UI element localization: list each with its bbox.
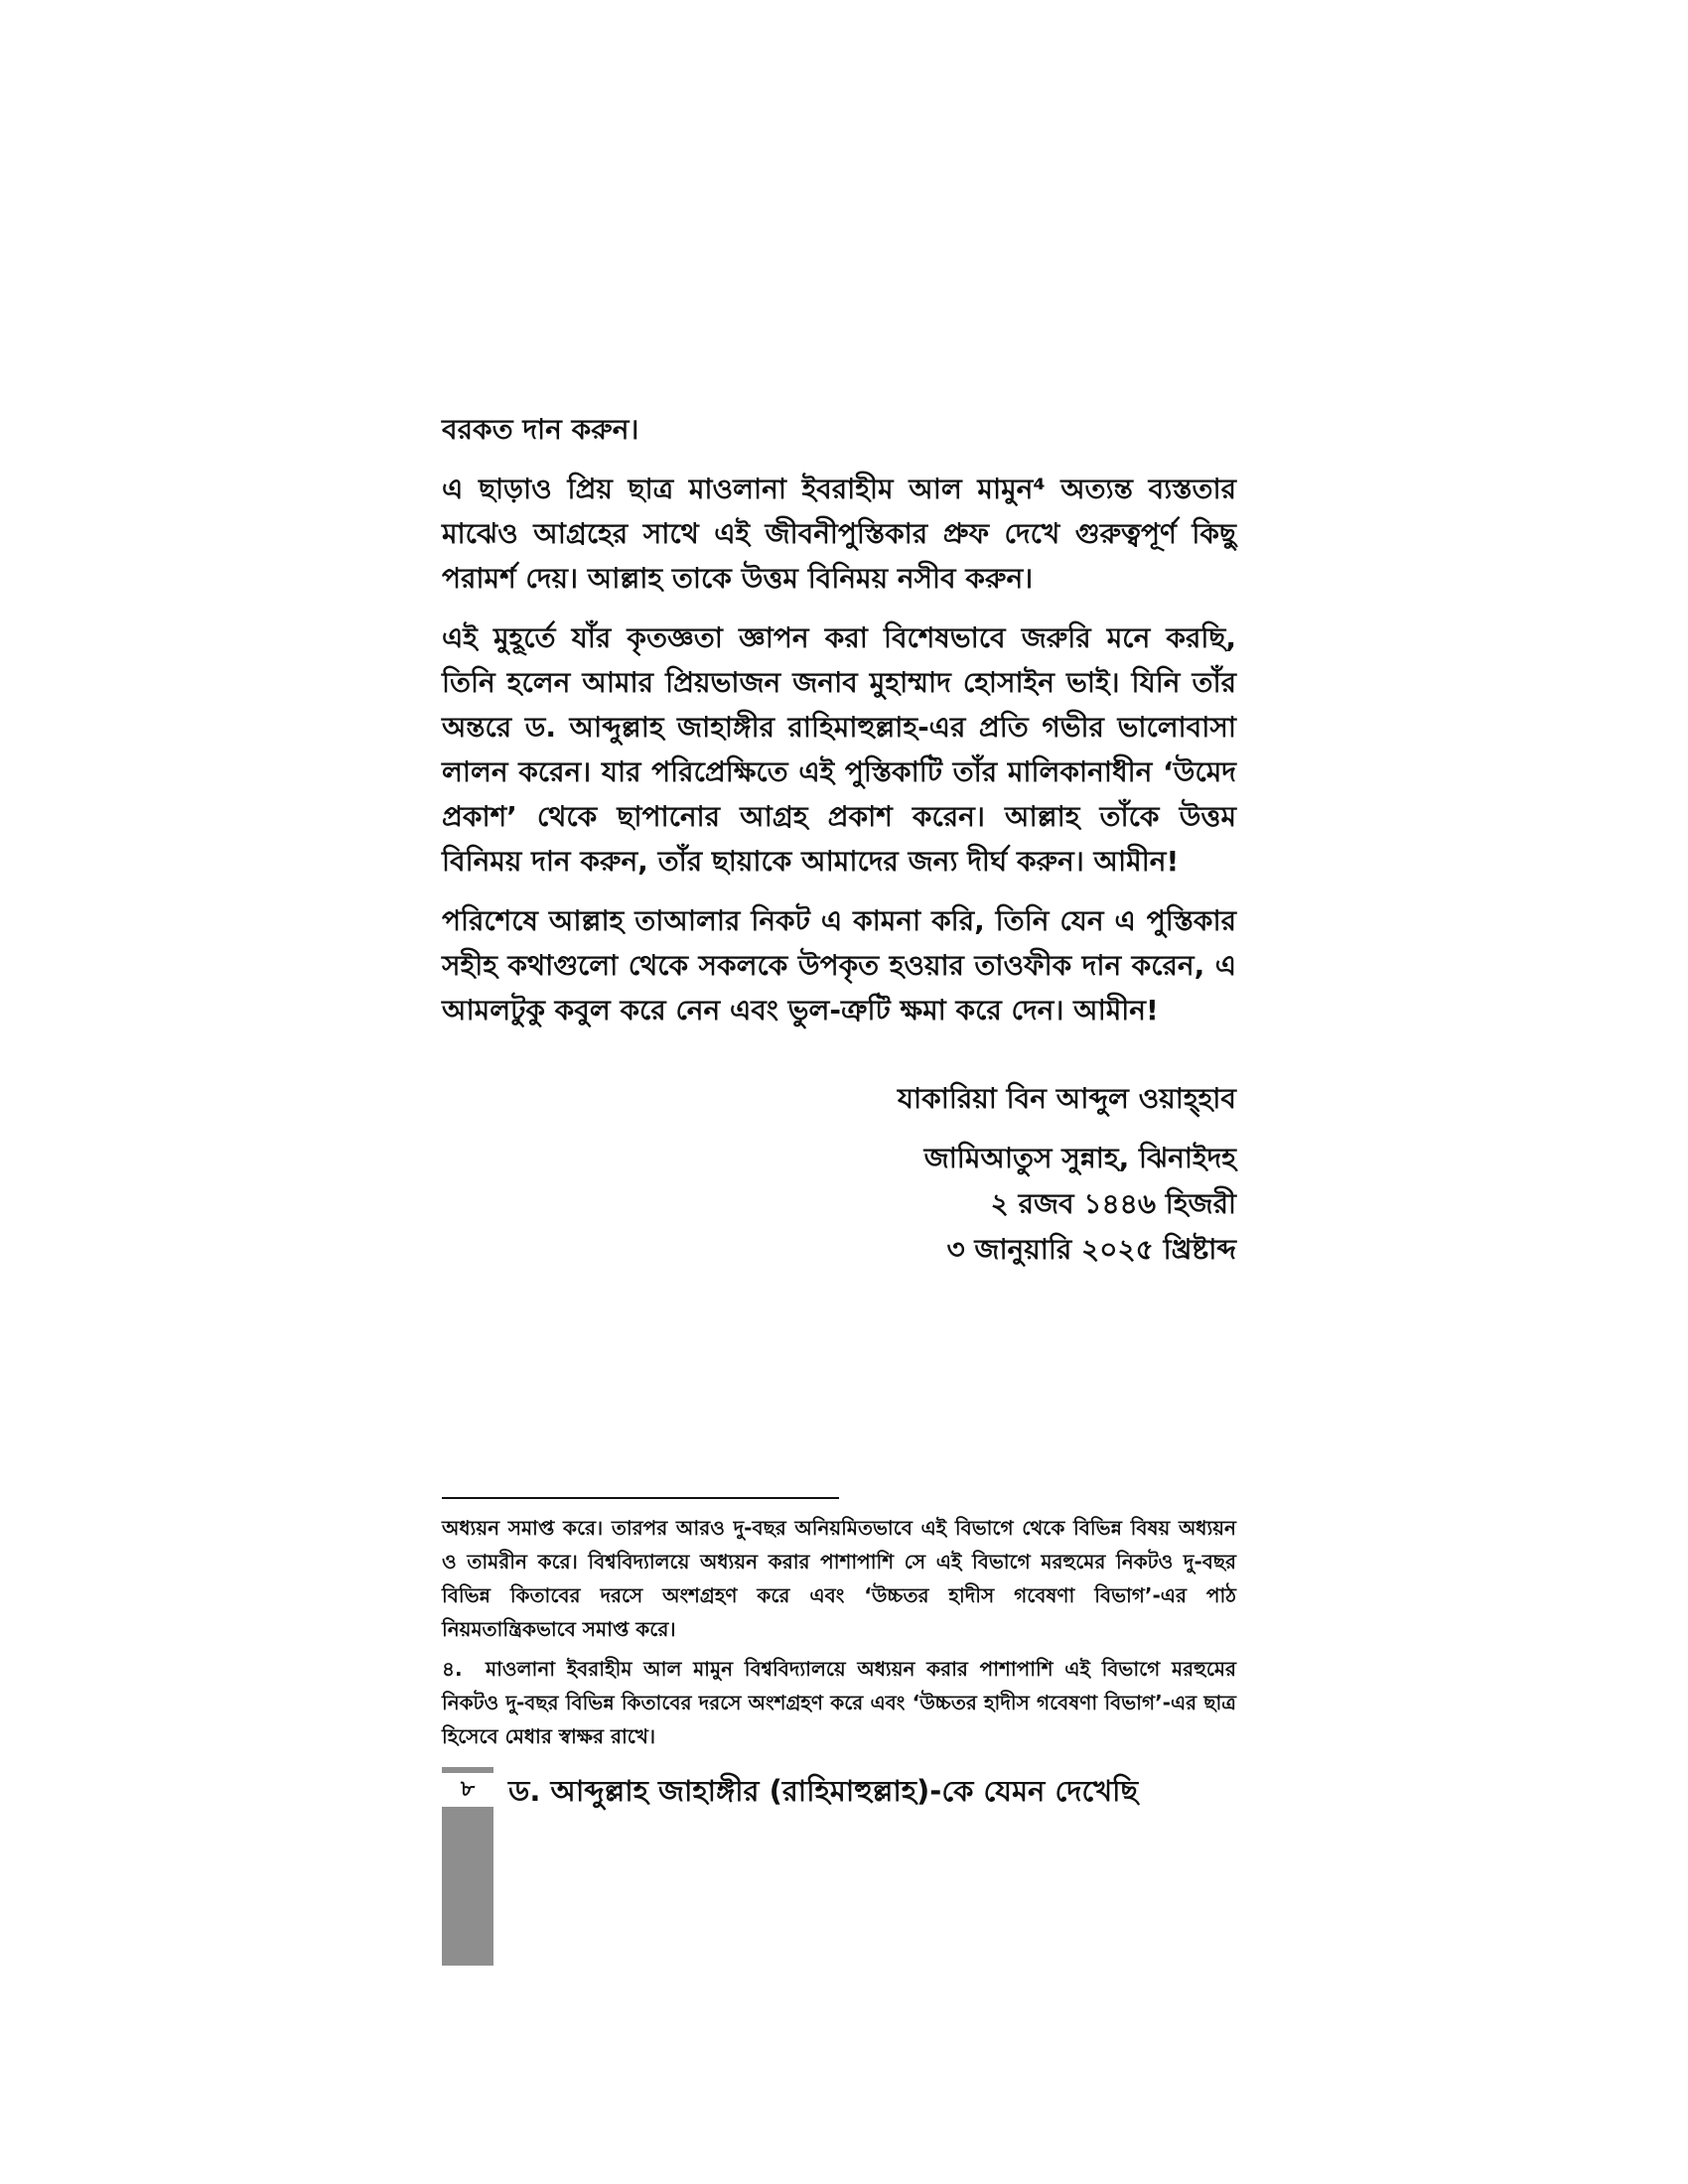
footnotes-section	[442, 1511, 1236, 1759]
author-name: যাকারিয়া বিন আব্দুল ওয়াহ্হাব	[897, 1082, 1236, 1115]
page-number: ৮	[442, 1767, 493, 1807]
footnote-text: মাওলানা ইবরাহীম আল মামুন বিশ্ববিদ্যালয়ে অধ্যয়ন করার পাশাপাশি এই বিভাগে মরহুমের নিকটও দু-বছর বিভিন্ন কিতাবের দরসে অংশগ্রহণ করে এবং ‘উচ্চতর হাদীস গবেষণা বিভাগ’-এর ছাত্র হিসেবে মেধার স্বাক্ষর রাখে।	[442, 1657, 1236, 1748]
gregorian-date: ৩ জানুয়ারি ২০২৫ খ্রিষ্টাব্দ	[946, 1233, 1236, 1266]
footnote-number: ৪.	[442, 1657, 463, 1681]
footnote-continued: অধ্যয়ন সমাপ্ত করে। তারপর আরও দু-বছর অনিয়মিতভাবে এই বিভাগে থেকে বিভিন্ন বিষয় অধ্যয়ন ও তামরীন করে। বিশ্ববিদ্যালয়ে অধ্যয়ন করার পাশাপাশি সে এই বিভাগে মরহুমের নিকটও দু-বছর বিভিন্ন কিতাবের দরসে অংশগ্রহণ করে এবং ‘উচ্চতর হাদীস গবেষণা বিভাগ’-এর পাঠ নিয়মতান্ত্রিকভাবে সমাপ্ত করে।	[442, 1516, 1236, 1641]
footnote-4	[442, 1652, 1236, 1753]
footnote-divider	[442, 1497, 839, 1499]
paragraph-continuation: বরকত দান করুন।	[442, 413, 639, 446]
author-institution: জামিআতুস সুন্নাহ, ঝিনাইদহ	[923, 1142, 1236, 1174]
main-text-block	[442, 407, 1236, 1047]
paragraph-publisher-thanks: এই মুহূর্তে যাঁর কৃতজ্ঞতা জ্ঞাপন করা বিশেষভাবে জরুরি মনে করছি, তিনি হলেন আমার প্রিয়ভাজন জনাব মুহাম্মাদ হোসাইন ভাই। যিনি তাঁর অন্তরে ড. আব্দুল্লাহ জাহাঙ্গীর রাহিমাহুল্লাহ-এর প্রতি গভীর ভালোবাসা লালন করেন। যার পরিপ্রেক্ষিতে এই পুস্তিকাটি তাঁর মালিকানাধীন ‘উমেদ প্রকাশ’ থেকে ছাপানোর আগ্রহ প্রকাশ করেন। আল্লাহ তাঁকে উত্তম বিনিময় দান করুন, তাঁর ছায়াকে আমাদের জন্য দীর্ঘ করুন। আমীন!	[442, 621, 1236, 878]
signature-block	[898, 1076, 1236, 1273]
paragraph-closing-prayer: পরিশেষে আল্লাহ তাআলার নিকট এ কামনা করি, তিনি যেন এ পুস্তিকার সহীহ কথাগুলো থেকে সকলকে উপকৃত হওয়ার তাওফীক দান করেন, এ আমলটুকু কবুল করে নেন এবং ভুল-ত্রুটি ক্ষমা করে দেন। আমীন!	[442, 904, 1236, 1026]
paragraph-student-thanks: এ ছাড়াও প্রিয় ছাত্র মাওলানা ইবরাহীম আল মামুন⁴ অত্যন্ত ব্যস্ততার মাঝেও আগ্রহের সাথে এই জীবনীপুস্তিকার প্রুফ দেখে গুরুত্বপূর্ণ কিছু পরামর্শ দেয়। আল্লাহ তাকে উত্তম বিনিময় নসীব করুন।	[442, 473, 1236, 595]
running-footer-title: ড. আব্দুল্লাহ জাহাঙ্গীর (রাহিমাহুল্লাহ)-কে যেমন দেখেছি	[508, 1774, 1139, 1808]
hijri-date: ২ রজব ১৪৪৬ হিজরী	[990, 1187, 1236, 1220]
